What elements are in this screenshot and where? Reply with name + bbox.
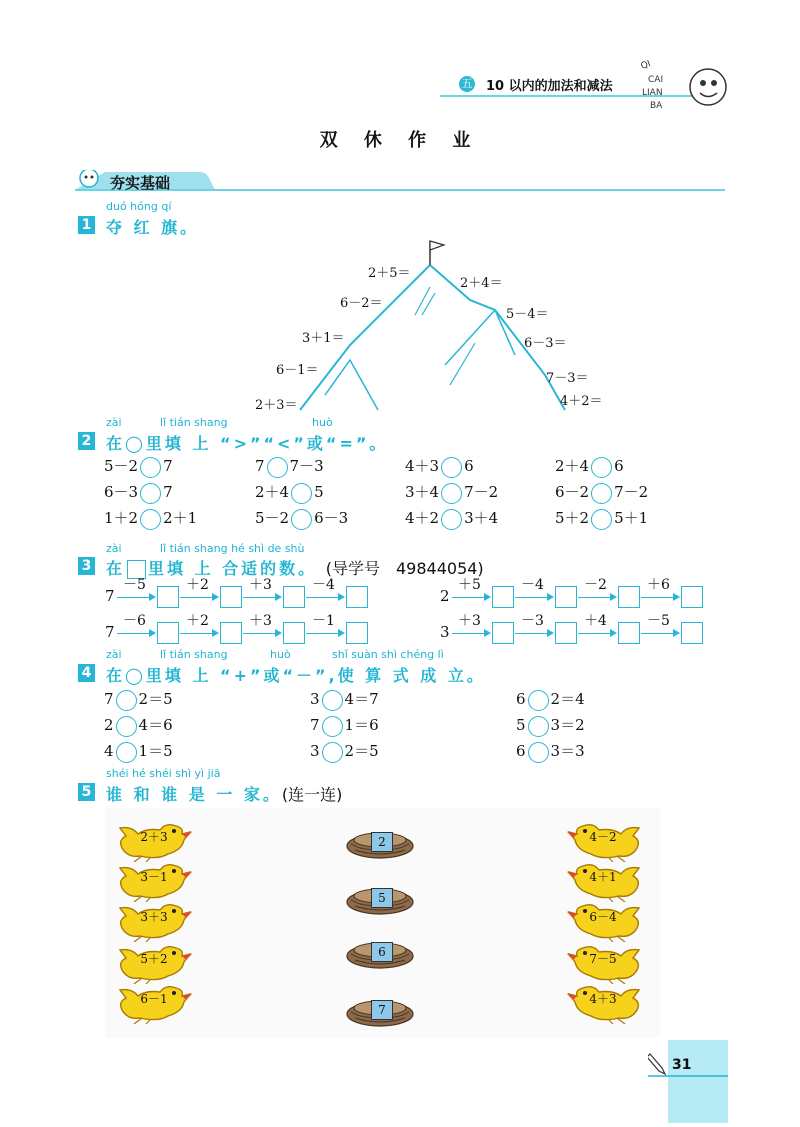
- answer-circle[interactable]: [528, 742, 549, 763]
- q4-title: 在◯里填 上 “+”或“－”,使 算 式 成 立。: [106, 666, 486, 685]
- answer-circle[interactable]: [528, 716, 549, 737]
- chain-arrow-line: [515, 633, 549, 634]
- svg-text:QI: QI: [640, 59, 653, 72]
- chain-operation: －5: [647, 613, 670, 629]
- answer-box[interactable]: [681, 622, 703, 644]
- bird-expression: 3－1: [140, 870, 168, 884]
- chain-arrow-line: [243, 597, 277, 598]
- q1-expr: 3＋1＝: [302, 331, 345, 346]
- compare-right: 6: [614, 457, 624, 475]
- compare-right: 6－3: [314, 509, 349, 527]
- answer-circle[interactable]: [140, 483, 161, 504]
- answer-box[interactable]: [346, 586, 368, 608]
- compare-item: [104, 481, 173, 504]
- equation-right: 1＝6: [344, 716, 379, 734]
- chain-operation: －2: [584, 577, 607, 593]
- equation-left: 2: [104, 716, 114, 734]
- bird-expression: 5＋2: [140, 952, 168, 966]
- answer-circle[interactable]: [322, 716, 343, 737]
- q5-title: [106, 782, 342, 805]
- mascot-logo: [640, 55, 730, 115]
- chain-arrow-line: [578, 597, 612, 598]
- compare-item: [255, 455, 324, 478]
- answer-box[interactable]: [157, 586, 179, 608]
- bird-expression: 4－2: [589, 830, 617, 844]
- answer-circle[interactable]: [322, 742, 343, 763]
- q2-pinyin: zài: [106, 416, 122, 429]
- equation-left: 3: [310, 690, 320, 708]
- answer-circle[interactable]: [441, 509, 462, 530]
- equation-left: 6: [516, 690, 526, 708]
- q2-title: 在◯里填 上 “>”“<”或“=”。: [106, 434, 389, 453]
- equation-left: 5: [516, 716, 526, 734]
- q5-title-suffix: (连一连): [281, 785, 343, 804]
- answer-circle[interactable]: [116, 742, 137, 763]
- q3-title: [106, 556, 484, 579]
- chain-arrow-line: [243, 633, 277, 634]
- equation-item: [516, 688, 585, 711]
- chain-arrow-line: [180, 633, 214, 634]
- compare-left: 5－2: [104, 457, 139, 475]
- arrow-head-icon: [275, 629, 282, 637]
- q1-expr: 2＋3＝: [255, 398, 298, 413]
- chain-arrow-line: [515, 597, 549, 598]
- chapter-badge: 五: [459, 76, 475, 92]
- nest-number: 7: [371, 1000, 393, 1020]
- answer-circle[interactable]: [140, 457, 161, 478]
- compare-item: [555, 481, 648, 504]
- chain-arrow-line: [452, 633, 486, 634]
- answer-box[interactable]: [492, 622, 514, 644]
- answer-box[interactable]: [157, 622, 179, 644]
- equation-right: 2＝4: [550, 690, 585, 708]
- compare-left: 4＋2: [405, 509, 440, 527]
- compare-left: 5＋2: [555, 509, 590, 527]
- chain-operation: －1: [312, 613, 335, 629]
- section-title: 夯实基础: [110, 174, 171, 192]
- equation-right: 4＝7: [344, 690, 379, 708]
- answer-box[interactable]: [283, 622, 305, 644]
- answer-circle[interactable]: [441, 457, 462, 478]
- q1-number: 1: [78, 216, 95, 234]
- arrow-head-icon: [275, 593, 282, 601]
- compare-right: 7: [163, 457, 173, 475]
- compare-right: 2＋1: [163, 509, 198, 527]
- answer-circle[interactable]: [441, 483, 462, 504]
- compare-left: 2＋4: [255, 483, 290, 501]
- chain-operation: －6: [123, 613, 146, 629]
- q3-pinyin: lǐ tián shang hé shì de shù: [160, 542, 305, 555]
- q4-pinyin: shǐ suàn shì chéng lì: [332, 648, 444, 661]
- chain-arrow-line: [452, 597, 486, 598]
- chain-operation: ＋3: [249, 613, 272, 629]
- q1-expr: 2＋4＝: [460, 276, 503, 291]
- bird-expression: 6－4: [589, 910, 617, 924]
- answer-box[interactable]: [681, 586, 703, 608]
- compare-right: 7－2: [614, 483, 649, 501]
- answer-box[interactable]: [618, 622, 640, 644]
- equation-left: 6: [516, 742, 526, 760]
- compare-item: [555, 507, 648, 530]
- page-title: 双 休 作 业: [319, 130, 481, 151]
- equation-item: [310, 688, 379, 711]
- compare-right: 5＋1: [614, 509, 649, 527]
- bird-expression: 4＋3: [589, 992, 617, 1006]
- q1-expr: 7－3＝: [546, 371, 589, 386]
- compare-item: [405, 507, 498, 530]
- q2-number: 2: [78, 432, 95, 450]
- bird-expression: 4＋1: [589, 870, 617, 884]
- chapter-title: 10 以内的加法和减法: [486, 79, 613, 94]
- arrow-head-icon: [338, 593, 345, 601]
- arrow-head-icon: [484, 629, 491, 637]
- answer-box[interactable]: [346, 622, 368, 644]
- equation-right: 3＝2: [550, 716, 585, 734]
- arrow-head-icon: [673, 629, 680, 637]
- answer-circle[interactable]: [116, 690, 137, 711]
- svg-text:LIAN: LIAN: [642, 88, 663, 98]
- equation-right: 1＝5: [138, 742, 173, 760]
- section-bar: [75, 170, 725, 190]
- compare-item: [255, 507, 348, 530]
- answer-circle[interactable]: [291, 483, 312, 504]
- compare-left: 4＋3: [405, 457, 440, 475]
- bird-expression: 7－5: [589, 952, 617, 966]
- chain-arrow-line: [641, 633, 675, 634]
- compare-right: 6: [464, 457, 474, 475]
- answer-circle[interactable]: [591, 509, 612, 530]
- answer-box[interactable]: [283, 586, 305, 608]
- arrow-head-icon: [547, 593, 554, 601]
- arrow-head-icon: [610, 629, 617, 637]
- chain-arrow-line: [117, 633, 151, 634]
- compare-item: [555, 455, 624, 478]
- answer-circle[interactable]: [291, 509, 312, 530]
- q2-pinyin: huò: [312, 416, 333, 429]
- chain-operation: ＋4: [584, 613, 607, 629]
- chain-arrow-line: [117, 597, 151, 598]
- arrow-head-icon: [212, 593, 219, 601]
- q1-expr: 6－1＝: [276, 363, 319, 378]
- equation-item: [516, 740, 585, 763]
- compare-item: [405, 455, 474, 478]
- equation-item: [104, 688, 173, 711]
- chain-arrow-line: [306, 597, 340, 598]
- chain-arrow-line: [641, 597, 675, 598]
- mountain-illustration: [290, 235, 590, 415]
- equation-item: [516, 714, 585, 737]
- chain-operation: －3: [521, 613, 544, 629]
- answer-box[interactable]: [220, 622, 242, 644]
- chain-operation: ＋3: [458, 613, 481, 629]
- q1-expr: 6－3＝: [524, 336, 567, 351]
- chain-operation: －5: [123, 577, 146, 593]
- equation-item: [104, 714, 173, 737]
- chain-start: 3: [440, 623, 450, 641]
- q2-pinyin: lǐ tián shang: [160, 416, 228, 429]
- arrow-head-icon: [673, 593, 680, 601]
- compare-left: 6－2: [555, 483, 590, 501]
- answer-circle[interactable]: [267, 457, 288, 478]
- equation-left: 7: [104, 690, 114, 708]
- compare-left: 2＋4: [555, 457, 590, 475]
- chain-start: 7: [105, 587, 115, 605]
- bird-expression: 2＋3: [140, 830, 168, 844]
- q1-expr: 5－4＝: [506, 307, 549, 322]
- compare-item: [104, 507, 197, 530]
- bird-expression: 3＋3: [140, 910, 168, 924]
- q5-number: 5: [78, 783, 95, 801]
- q4-pinyin: zài: [106, 648, 122, 661]
- answer-circle[interactable]: [591, 483, 612, 504]
- arrow-head-icon: [610, 593, 617, 601]
- equation-left: 3: [310, 742, 320, 760]
- arrow-head-icon: [484, 593, 491, 601]
- chain-operation: ＋2: [186, 577, 209, 593]
- page-tab: [648, 1040, 728, 1123]
- equation-item: [104, 740, 173, 763]
- q3-title-b: 里填 上 合适的数。: [148, 559, 318, 578]
- q4-number: 4: [78, 664, 95, 682]
- arrow-head-icon: [149, 593, 156, 601]
- chain-operation: －4: [521, 577, 544, 593]
- arrow-head-icon: [212, 629, 219, 637]
- compare-left: 7: [255, 457, 265, 475]
- chain-arrow-line: [180, 597, 214, 598]
- equation-right: 3＝3: [550, 742, 585, 760]
- equation-item: [310, 740, 379, 763]
- nest-number: 5: [371, 888, 393, 908]
- q1-expr: 4＋2＝: [560, 394, 603, 409]
- nest-number: 2: [371, 832, 393, 852]
- svg-text:CAI: CAI: [648, 75, 664, 85]
- q3-number: 3: [78, 557, 95, 575]
- q1-expr: 2＋5＝: [368, 266, 411, 281]
- answer-circle[interactable]: [322, 690, 343, 711]
- answer-box[interactable]: [555, 586, 577, 608]
- answer-box[interactable]: [492, 586, 514, 608]
- q4-pinyin: huò: [270, 648, 291, 661]
- compare-left: 1＋2: [104, 509, 139, 527]
- chain-operation: ＋6: [647, 577, 670, 593]
- q3-pinyin: zài: [106, 542, 122, 555]
- q4-pinyin: lǐ tián shang: [160, 648, 228, 661]
- compare-right: 7－2: [464, 483, 499, 501]
- chain-arrow-line: [306, 633, 340, 634]
- compare-left: 5－2: [255, 509, 290, 527]
- chain-operation: －4: [312, 577, 335, 593]
- compare-right: 3＋4: [464, 509, 499, 527]
- equation-item: [310, 714, 379, 737]
- arrow-head-icon: [547, 629, 554, 637]
- chain-start: 7: [105, 623, 115, 641]
- chain-start: 2: [440, 587, 450, 605]
- arrow-head-icon: [149, 629, 156, 637]
- chain-operation: ＋2: [186, 613, 209, 629]
- answer-circle[interactable]: [528, 690, 549, 711]
- q5-pinyin: shéi hé shéi shì yì jiā: [106, 767, 221, 780]
- equation-right: 2＝5: [138, 690, 173, 708]
- answer-box[interactable]: [220, 586, 242, 608]
- compare-left: 6－3: [104, 483, 139, 501]
- answer-box[interactable]: [618, 586, 640, 608]
- equation-right: 2＝5: [344, 742, 379, 760]
- compare-right: 7－3: [289, 457, 324, 475]
- answer-circle[interactable]: [140, 509, 161, 530]
- equation-left: 4: [104, 742, 114, 760]
- svg-text:BA: BA: [650, 101, 663, 111]
- bird-expression: 6－1: [140, 992, 168, 1006]
- compare-item: [405, 481, 498, 504]
- compare-right: 5: [314, 483, 324, 501]
- answer-box[interactable]: [555, 622, 577, 644]
- answer-circle[interactable]: [116, 716, 137, 737]
- chain-operation: ＋5: [458, 577, 481, 593]
- nest-number: 6: [371, 942, 393, 962]
- compare-item: [255, 481, 324, 504]
- compare-item: [104, 455, 173, 478]
- page-number: 31: [672, 1057, 692, 1073]
- q1-expr: 6－2＝: [340, 296, 383, 311]
- compare-left: 3＋4: [405, 483, 440, 501]
- q5-title-main: 谁 和 谁 是 一 家。: [106, 785, 282, 804]
- chain-operation: ＋3: [249, 577, 272, 593]
- q3-ref: (导学号 49844054): [325, 559, 484, 578]
- arrow-head-icon: [338, 629, 345, 637]
- q1-pinyin: duó hóng qí: [106, 200, 172, 213]
- equation-left: 7: [310, 716, 320, 734]
- q1-title: 夺 红 旗。: [106, 218, 200, 237]
- compare-right: 7: [163, 483, 173, 501]
- equation-right: 4＝6: [138, 716, 173, 734]
- answer-circle[interactable]: [591, 457, 612, 478]
- chain-arrow-line: [578, 633, 612, 634]
- q3-title-a: 在: [106, 559, 126, 578]
